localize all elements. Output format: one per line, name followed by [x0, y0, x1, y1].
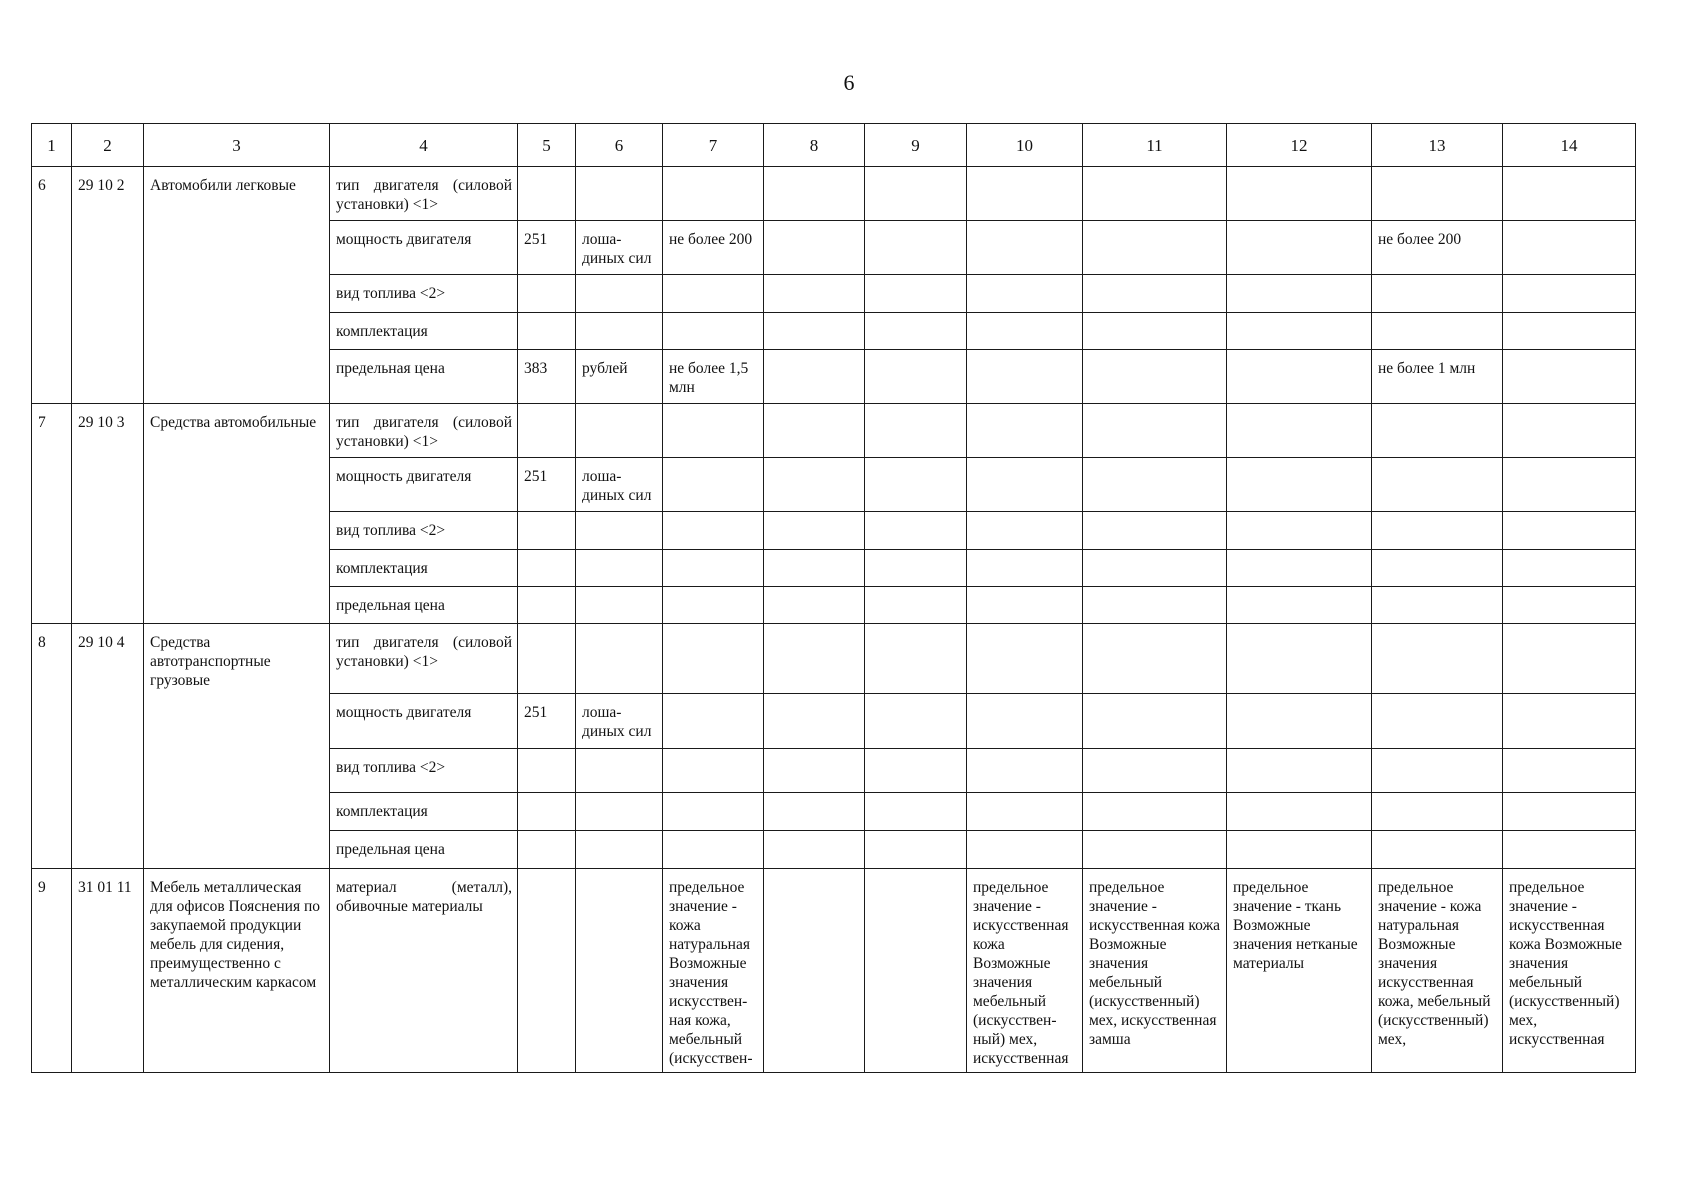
cell-c14	[1503, 587, 1636, 624]
cell-c5	[518, 404, 576, 458]
cell-c11	[1083, 458, 1227, 512]
cell-c10	[967, 749, 1083, 793]
cell-c6	[576, 275, 663, 313]
cell-c5	[518, 793, 576, 831]
cell-empty	[865, 512, 967, 550]
column-header: 3	[144, 124, 330, 167]
cell-c12	[1227, 350, 1372, 404]
cell-c4: предельная цена	[330, 350, 518, 404]
cell-c5	[518, 624, 576, 694]
cell-c4: мощность двигателя	[330, 458, 518, 512]
cell-c6	[576, 624, 663, 694]
cell-c10	[967, 350, 1083, 404]
column-header: 11	[1083, 124, 1227, 167]
cell-c10	[967, 404, 1083, 458]
column-header: 1	[32, 124, 72, 167]
column-header: 6	[576, 124, 663, 167]
cell-empty	[764, 512, 865, 550]
cell-c12: предельное значение - ткань Возможные значения нетканые материалы	[1227, 869, 1372, 1073]
cell-c13	[1372, 512, 1503, 550]
cell-c7	[663, 275, 764, 313]
cell-empty	[764, 404, 865, 458]
column-header: 4	[330, 124, 518, 167]
header-row	[32, 124, 1636, 167]
cell-c5	[518, 749, 576, 793]
cell-c14: предельное значение - искусственная кожа Возможные значения мебельный (искусственный) мех, искусственная	[1503, 869, 1636, 1073]
cell-c12	[1227, 793, 1372, 831]
cell-c6	[576, 749, 663, 793]
cell-c7	[663, 624, 764, 694]
cell-c10	[967, 275, 1083, 313]
cell-c10	[967, 831, 1083, 869]
cell-c11	[1083, 275, 1227, 313]
cell-c6	[576, 512, 663, 550]
cell-empty	[865, 869, 967, 1073]
cell-c5	[518, 869, 576, 1073]
table-row	[32, 869, 1636, 1073]
cell-c4: тип двигателя (силовой установки) <1>	[330, 167, 518, 221]
cell-c7	[663, 512, 764, 550]
cell-empty	[764, 587, 865, 624]
cell-empty	[764, 275, 865, 313]
cell-c6	[576, 831, 663, 869]
cell-c10	[967, 550, 1083, 587]
cell-c12	[1227, 404, 1372, 458]
table-row	[32, 624, 1636, 694]
cell-c12	[1227, 550, 1372, 587]
cell-c11	[1083, 404, 1227, 458]
cell-empty	[764, 167, 865, 221]
cell-c7	[663, 587, 764, 624]
cell-c13: не более 1 млн	[1372, 350, 1503, 404]
cell-empty	[764, 793, 865, 831]
page-number: 6	[843, 70, 855, 95]
cell-c14	[1503, 221, 1636, 275]
cell-empty	[865, 831, 967, 869]
cell-empty	[764, 624, 865, 694]
cell-empty	[764, 694, 865, 749]
cell-c5	[518, 275, 576, 313]
cell-empty	[865, 587, 967, 624]
cell-c12	[1227, 587, 1372, 624]
item-code: 29 10 4	[72, 624, 144, 869]
cell-c4: мощность двигателя	[330, 694, 518, 749]
cell-c14	[1503, 350, 1636, 404]
cell-empty	[865, 550, 967, 587]
cell-c4: предельная цена	[330, 831, 518, 869]
cell-c7	[663, 793, 764, 831]
cell-empty	[764, 749, 865, 793]
cell-c11	[1083, 512, 1227, 550]
cell-c13	[1372, 694, 1503, 749]
cell-empty	[764, 831, 865, 869]
cell-c4: комплектация	[330, 793, 518, 831]
item-name: Средства автотранспортные грузовые	[144, 624, 330, 869]
cell-c10	[967, 167, 1083, 221]
cell-empty	[865, 313, 967, 350]
column-header: 8	[764, 124, 865, 167]
cell-empty	[865, 404, 967, 458]
cell-c10	[967, 512, 1083, 550]
cell-empty	[865, 221, 967, 275]
column-header: 12	[1227, 124, 1372, 167]
cell-c12	[1227, 624, 1372, 694]
cell-c11	[1083, 624, 1227, 694]
column-header: 2	[72, 124, 144, 167]
cell-c10	[967, 587, 1083, 624]
cell-c14	[1503, 458, 1636, 512]
cell-c14	[1503, 167, 1636, 221]
item-code: 29 10 2	[72, 167, 144, 404]
cell-c4: комплектация	[330, 313, 518, 350]
column-header: 10	[967, 124, 1083, 167]
cell-c5	[518, 313, 576, 350]
cell-c11	[1083, 587, 1227, 624]
cell-c7	[663, 749, 764, 793]
cell-c12	[1227, 749, 1372, 793]
cell-c12	[1227, 831, 1372, 869]
cell-c4: материал (металл), обивочные материалы	[330, 869, 518, 1073]
cell-empty	[865, 793, 967, 831]
cell-c14	[1503, 275, 1636, 313]
cell-c11	[1083, 313, 1227, 350]
cell-c7: предельное значение - кожа натуральная Возможные значения искусствен-ная кожа, мебельный (искусствен-	[663, 869, 764, 1073]
cell-c5: 251	[518, 694, 576, 749]
column-header: 7	[663, 124, 764, 167]
cell-c13	[1372, 404, 1503, 458]
cell-c4: мощность двигателя	[330, 221, 518, 275]
cell-c6	[576, 313, 663, 350]
item-number: 7	[32, 404, 72, 624]
cell-c13: предельное значение - кожа натуральная Возможные значения искусственная кожа, мебельный (искусственный) мех,	[1372, 869, 1503, 1073]
cell-c5: 251	[518, 458, 576, 512]
cell-c7	[663, 313, 764, 350]
cell-empty	[764, 221, 865, 275]
cell-c12	[1227, 167, 1372, 221]
item-name: Автомобили легковые	[144, 167, 330, 404]
cell-empty	[764, 350, 865, 404]
cell-c10	[967, 313, 1083, 350]
cell-c10	[967, 694, 1083, 749]
cell-c12	[1227, 275, 1372, 313]
cell-c10	[967, 221, 1083, 275]
cell-c12	[1227, 512, 1372, 550]
cell-c4: комплектация	[330, 550, 518, 587]
cell-c5	[518, 512, 576, 550]
column-header: 9	[865, 124, 967, 167]
cell-c14	[1503, 793, 1636, 831]
cell-c11	[1083, 550, 1227, 587]
cell-c4: тип двигателя (силовой установки) <1>	[330, 624, 518, 694]
cell-c6: рублей	[576, 350, 663, 404]
cell-c6	[576, 167, 663, 221]
item-number: 6	[32, 167, 72, 404]
cell-c6	[576, 869, 663, 1073]
cell-c13	[1372, 793, 1503, 831]
cell-c4: вид топлива <2>	[330, 275, 518, 313]
cell-c6	[576, 550, 663, 587]
cell-c11: предельное значение - искусственная кожа Возможные значения мебельный (искусственный) мех, искусственная замша	[1083, 869, 1227, 1073]
cell-c7	[663, 458, 764, 512]
cell-c13	[1372, 275, 1503, 313]
cell-c7	[663, 694, 764, 749]
cell-c6: лоша-диных сил	[576, 221, 663, 275]
cell-c7	[663, 404, 764, 458]
item-name: Мебель металлическая для офисов Пояснения по закупаемой продукции мебель для сидения, преимущественно с металлическим каркасом	[144, 869, 330, 1073]
item-name: Средства автомобильные	[144, 404, 330, 624]
cell-c13	[1372, 313, 1503, 350]
cell-c13: не более 200	[1372, 221, 1503, 275]
cell-empty	[865, 749, 967, 793]
cell-c6	[576, 404, 663, 458]
cell-c12	[1227, 458, 1372, 512]
item-code: 31 01 11	[72, 869, 144, 1073]
cell-empty	[865, 624, 967, 694]
cell-c11	[1083, 350, 1227, 404]
table-row	[32, 404, 1636, 458]
cell-c11	[1083, 793, 1227, 831]
column-header: 14	[1503, 124, 1636, 167]
cell-c14	[1503, 550, 1636, 587]
cell-empty	[865, 458, 967, 512]
cell-c5	[518, 587, 576, 624]
requirements-table	[31, 123, 1636, 1073]
cell-c7: не более 200	[663, 221, 764, 275]
cell-c6	[576, 793, 663, 831]
cell-c12	[1227, 221, 1372, 275]
cell-c4: тип двигателя (силовой установки) <1>	[330, 404, 518, 458]
cell-c14	[1503, 624, 1636, 694]
column-header: 5	[518, 124, 576, 167]
cell-c14	[1503, 404, 1636, 458]
cell-c14	[1503, 694, 1636, 749]
cell-empty	[865, 167, 967, 221]
cell-c14	[1503, 512, 1636, 550]
cell-c13	[1372, 749, 1503, 793]
cell-c13	[1372, 587, 1503, 624]
cell-c5: 251	[518, 221, 576, 275]
cell-c11	[1083, 167, 1227, 221]
cell-c5	[518, 831, 576, 869]
cell-c5	[518, 167, 576, 221]
cell-c13	[1372, 458, 1503, 512]
cell-c7	[663, 831, 764, 869]
cell-c4: вид топлива <2>	[330, 512, 518, 550]
cell-c14	[1503, 313, 1636, 350]
cell-c5: 383	[518, 350, 576, 404]
cell-c12	[1227, 694, 1372, 749]
cell-c12	[1227, 313, 1372, 350]
item-code: 29 10 3	[72, 404, 144, 624]
cell-empty	[764, 869, 865, 1073]
column-header: 13	[1372, 124, 1503, 167]
cell-c13	[1372, 167, 1503, 221]
cell-c6: лоша-диных сил	[576, 458, 663, 512]
cell-c6	[576, 587, 663, 624]
cell-c14	[1503, 831, 1636, 869]
cell-c7	[663, 550, 764, 587]
cell-c6: лоша-диных сил	[576, 694, 663, 749]
cell-empty	[764, 550, 865, 587]
item-number: 9	[32, 869, 72, 1073]
table-row	[32, 167, 1636, 221]
cell-c13	[1372, 624, 1503, 694]
cell-empty	[865, 350, 967, 404]
cell-c4: предельная цена	[330, 587, 518, 624]
cell-c13	[1372, 550, 1503, 587]
cell-c11	[1083, 221, 1227, 275]
cell-c10	[967, 458, 1083, 512]
cell-empty	[764, 458, 865, 512]
cell-c13	[1372, 831, 1503, 869]
cell-empty	[865, 694, 967, 749]
cell-c10	[967, 624, 1083, 694]
cell-c10: предельное значение - искусственная кожа Возможные значения мебельный (искусствен-ный) мех, искусственная	[967, 869, 1083, 1073]
cell-c7: не более 1,5 млн	[663, 350, 764, 404]
cell-c5	[518, 550, 576, 587]
cell-c11	[1083, 694, 1227, 749]
cell-c4: вид топлива <2>	[330, 749, 518, 793]
cell-empty	[764, 313, 865, 350]
cell-c11	[1083, 749, 1227, 793]
item-number: 8	[32, 624, 72, 869]
cell-c7	[663, 167, 764, 221]
cell-c11	[1083, 831, 1227, 869]
cell-c10	[967, 793, 1083, 831]
cell-empty	[865, 275, 967, 313]
cell-c14	[1503, 749, 1636, 793]
